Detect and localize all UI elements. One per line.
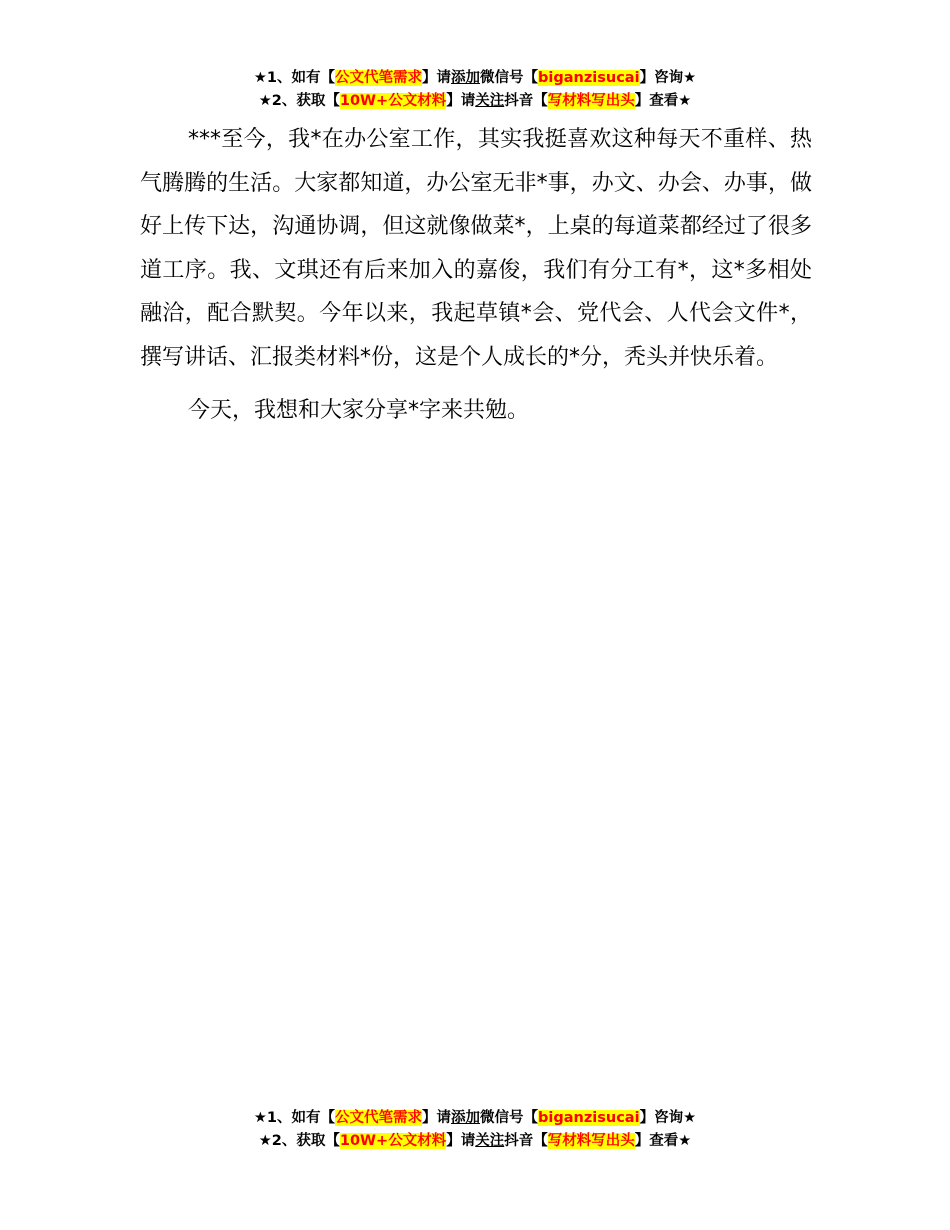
header-line-2-mid-2: 抖音【 — [504, 93, 548, 109]
footer-line-1-mid: 】请 — [422, 1110, 452, 1126]
header-line-1-underlined: 添加 — [451, 70, 481, 86]
footer-line-2-highlight-douyin: 写材料写出头 — [547, 1133, 635, 1149]
footer-line-2-mid-2: 抖音【 — [504, 1133, 548, 1149]
header-line-1-highlight-service: 公文代笔需求 — [335, 70, 423, 86]
footer-line-1-underlined: 添加 — [451, 1110, 481, 1126]
header-line-1-suffix: 】咨询 — [639, 70, 684, 86]
body-paragraph-2: 今天，我想和大家分享*字来共勉。 — [188, 397, 530, 423]
footer-line-2-highlight-materials: 10W+公文材料 — [339, 1133, 447, 1149]
star-icon: ★ — [683, 70, 697, 86]
footer-line-2-suffix: 】查看 — [634, 1133, 679, 1149]
star-icon: ★ — [678, 93, 692, 109]
header-line-2-underlined: 关注 — [475, 93, 505, 109]
footer-line-2-mid: 】请 — [446, 1133, 476, 1149]
body-paragraph-1: ***至今，我*在办公室工作，其实我挺喜欢这种每天不重样、热气腾腾的生活。大家都知道，办公室无非*事，办文、办会、办事，做好上传下达，沟通协调，但这就像做菜*，上桌的每道菜都经过了很多道工序。我、文琪还有后来加入的嘉俊，我们有分工有*，这*多相处融洽，配合默契。今年以来，我起草镇*会、党代会、人代会文件*，撰写讲话、汇报类材料*份，这是个人成长的*分，秃头并快乐着。 — [140, 127, 812, 370]
header-line-1-prefix: 1、如有【 — [266, 70, 336, 86]
header-line-2-highlight-douyin: 写材料写出头 — [547, 93, 635, 109]
footer-line-2 — [0, 1130, 950, 1153]
header-line-1 — [0, 67, 950, 90]
document-body — [140, 118, 812, 432]
footer-line-2-underlined: 关注 — [475, 1133, 505, 1149]
header-banner — [0, 67, 950, 113]
footer-line-1-highlight-service: 公文代笔需求 — [335, 1110, 423, 1126]
star-icon: ★ — [253, 1110, 267, 1126]
star-icon: ★ — [683, 1110, 697, 1126]
star-icon: ★ — [253, 70, 267, 86]
header-line-2-suffix: 】查看 — [634, 93, 679, 109]
header-line-1-highlight-wechat: biganzisucai — [538, 70, 640, 86]
star-icon: ★ — [678, 1133, 692, 1149]
header-line-2-prefix: 2、获取【 — [271, 93, 340, 109]
footer-line-2-prefix: 2、获取【 — [271, 1133, 340, 1149]
star-icon: ★ — [258, 1133, 272, 1149]
header-line-2-highlight-materials: 10W+公文材料 — [339, 93, 447, 109]
header-line-1-mid: 】请 — [422, 70, 452, 86]
header-line-1-mid-2: 微信号【 — [480, 70, 539, 86]
footer-line-1 — [0, 1107, 950, 1130]
header-line-2-mid: 】请 — [446, 93, 476, 109]
star-icon: ★ — [258, 93, 272, 109]
footer-line-1-prefix: 1、如有【 — [266, 1110, 336, 1126]
footer-line-1-suffix: 】咨询 — [639, 1110, 684, 1126]
header-line-2 — [0, 90, 950, 113]
footer-line-1-highlight-wechat: biganzisucai — [538, 1110, 640, 1126]
footer-line-1-mid-2: 微信号【 — [480, 1110, 539, 1126]
footer-banner — [0, 1107, 950, 1153]
